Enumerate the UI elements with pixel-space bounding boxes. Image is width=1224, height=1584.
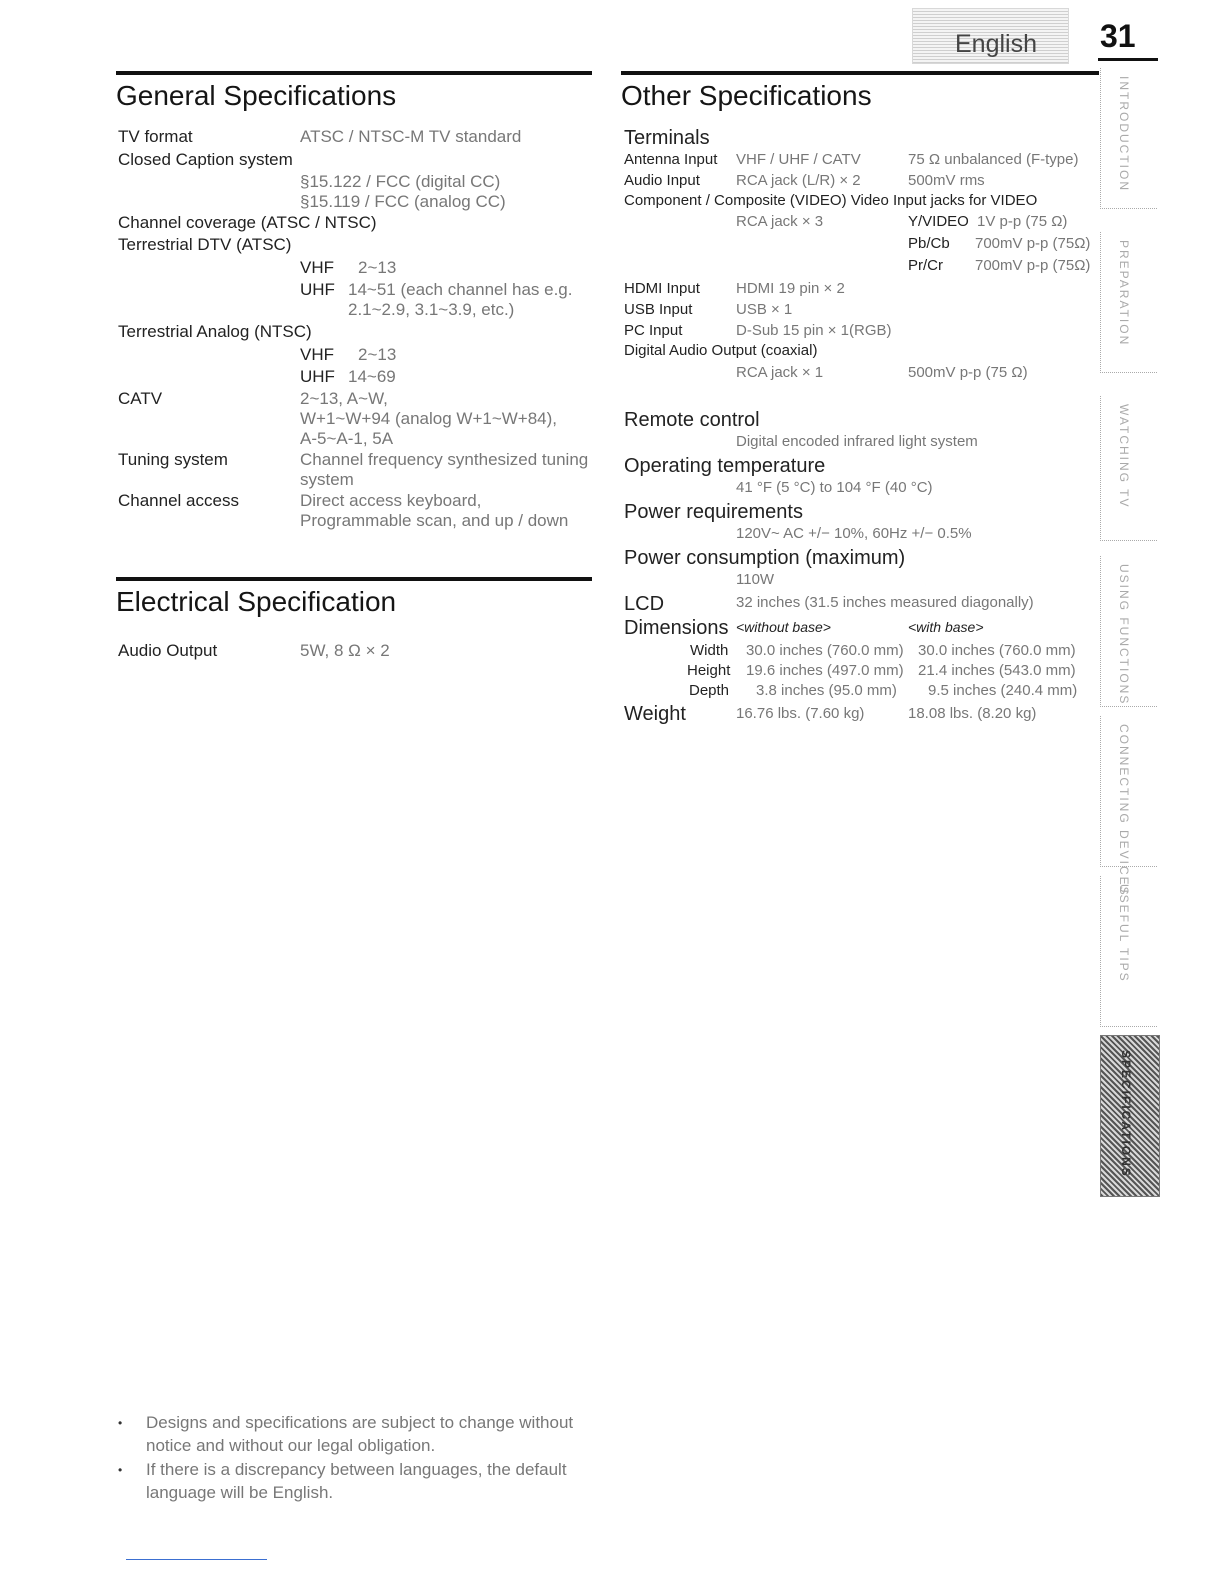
power-consumption-value: 110W bbox=[736, 571, 775, 588]
side-tab-useful-tips[interactable] bbox=[1100, 876, 1157, 1027]
audio-input-label: Audio Input bbox=[624, 172, 700, 189]
antenna-input-value: VHF / UHF / CATV bbox=[736, 151, 861, 168]
side-tab-connecting-devices[interactable] bbox=[1100, 716, 1157, 897]
pc-input-label: PC Input bbox=[624, 322, 683, 339]
remote-control-label: Remote control bbox=[624, 409, 760, 431]
analog-uhf-value: 14~69 bbox=[348, 367, 396, 386]
dtv-uhf-value-cont: 2.1~2.9, 3.1~3.9, etc.) bbox=[348, 300, 515, 319]
weight-label: Weight bbox=[624, 703, 686, 725]
note-2-line-1: If there is a discrepancy between languages, the default bbox=[146, 1460, 567, 1479]
catv-label: CATV bbox=[118, 389, 163, 408]
catv-value-1: 2~13, A~W, bbox=[300, 389, 388, 408]
dimensions-label: Dimensions bbox=[624, 617, 729, 639]
antenna-input-label: Antenna Input bbox=[624, 151, 718, 168]
component-input-label: Component / Composite (VIDEO) Video Input jacks for VIDEO bbox=[624, 192, 1038, 209]
closed-caption-label: Closed Caption system bbox=[118, 150, 293, 169]
tuning-value-1: Channel frequency synthesized tuning bbox=[300, 450, 589, 469]
depth-without-base: 3.8 inches (95.0 mm) bbox=[756, 682, 897, 699]
note-1-line-2: notice and without our legal obligation. bbox=[146, 1436, 436, 1455]
other-title: Other Specifications bbox=[621, 80, 872, 111]
with-base-header: <with base> bbox=[908, 619, 984, 635]
width-with-base: 30.0 inches (760.0 mm) bbox=[918, 642, 1076, 659]
width-without-base: 30.0 inches (760.0 mm) bbox=[746, 642, 904, 659]
depth-label: Depth bbox=[689, 682, 730, 699]
side-tab-watching-tv[interactable] bbox=[1100, 396, 1157, 541]
dtv-vhf-label: VHF bbox=[300, 258, 334, 277]
terminals-label: Terminals bbox=[624, 127, 710, 149]
hdmi-input-value: HDMI 19 pin × 2 bbox=[736, 280, 845, 297]
digital-audio-output-value: RCA jack × 1 bbox=[736, 364, 824, 381]
digital-audio-output-level: 500mV p-p (75 Ω) bbox=[908, 364, 1028, 381]
audio-input-value: RCA jack (L/R) × 2 bbox=[736, 172, 861, 189]
section-rule bbox=[621, 71, 1099, 75]
language-label: English bbox=[955, 30, 1037, 58]
catv-value-2: W+1~W+94 (analog W+1~W+84), bbox=[300, 409, 558, 428]
side-tab-label: PREPARATION bbox=[1117, 240, 1131, 347]
side-tab-label: USEFUL TIPS bbox=[1117, 884, 1131, 983]
dtv-vhf-value: 2~13 bbox=[358, 258, 397, 277]
depth-with-base: 9.5 inches (240.4 mm) bbox=[928, 682, 1078, 699]
channel-coverage-label: Channel coverage (ATSC / NTSC) bbox=[118, 213, 377, 232]
height-label: Height bbox=[687, 662, 731, 679]
operating-temp-label: Operating temperature bbox=[624, 455, 826, 477]
side-tab-label: SPECIFICATIONS bbox=[1119, 1050, 1133, 1178]
audio-output-value: 5W, 8 Ω × 2 bbox=[300, 641, 390, 660]
cc-value-digital: §15.122 / FCC (digital CC) bbox=[300, 172, 501, 191]
page-number: 31 bbox=[1100, 18, 1136, 54]
channel-access-label: Channel access bbox=[118, 491, 239, 510]
y-video-value: 1V p-p (75 Ω) bbox=[977, 213, 1068, 230]
hdmi-input-label: HDMI Input bbox=[624, 280, 700, 297]
pb-cb-value: 700mV p-p (75Ω) bbox=[975, 235, 1091, 252]
section-rule bbox=[116, 71, 592, 75]
footer-rule bbox=[126, 1559, 267, 1560]
page-number-underline bbox=[1098, 58, 1158, 61]
usb-input-value: USB × 1 bbox=[736, 301, 793, 318]
side-tab-introduction[interactable] bbox=[1100, 68, 1157, 209]
tv-format-value: ATSC / NTSC-M TV standard bbox=[300, 127, 522, 146]
channel-access-value-2: Programmable scan, and up / down bbox=[300, 511, 569, 530]
pb-cb-label: Pb/Cb bbox=[908, 235, 950, 252]
analog-vhf-value: 2~13 bbox=[358, 345, 397, 364]
width-label: Width bbox=[690, 642, 729, 659]
audio-output-label: Audio Output bbox=[118, 641, 218, 660]
power-requirements-value: 120V~ AC +/− 10%, 60Hz +/− 0.5% bbox=[736, 525, 972, 542]
lcd-value: 32 inches (31.5 inches measured diagonally) bbox=[736, 594, 1034, 611]
side-tab-label: CONNECTING DEVICES bbox=[1117, 724, 1131, 897]
general-title: General Specifications bbox=[116, 80, 397, 111]
side-tab-preparation[interactable] bbox=[1100, 232, 1157, 373]
y-video-label: Y/VIDEO bbox=[908, 213, 969, 230]
usb-input-label: USB Input bbox=[624, 301, 693, 318]
power-consumption-label: Power consumption (maximum) bbox=[624, 547, 906, 569]
note-2-line-2: language will be English. bbox=[146, 1483, 334, 1502]
cc-value-analog: §15.119 / FCC (analog CC) bbox=[300, 192, 506, 211]
catv-value-3: A-5~A-1, 5A bbox=[300, 429, 394, 448]
tv-format-label: TV format bbox=[118, 127, 193, 146]
side-tab-specifications[interactable] bbox=[1100, 1035, 1160, 1197]
channel-access-value-1: Direct access keyboard, bbox=[300, 491, 482, 510]
dtv-uhf-value: 14~51 (each channel has e.g. bbox=[348, 280, 573, 299]
pr-cr-value: 700mV p-p (75Ω) bbox=[975, 257, 1091, 274]
component-input-value: RCA jack × 3 bbox=[736, 213, 824, 230]
section-rule bbox=[116, 577, 592, 581]
power-requirements-label: Power requirements bbox=[624, 501, 803, 523]
side-tab-label: USING FUNCTIONS bbox=[1117, 564, 1131, 706]
weight-without-base: 16.76 lbs. (7.60 kg) bbox=[736, 705, 865, 722]
analog-uhf-label: UHF bbox=[300, 367, 335, 386]
side-tab-using-functions[interactable] bbox=[1100, 556, 1157, 707]
weight-with-base: 18.08 lbs. (8.20 kg) bbox=[908, 705, 1037, 722]
pc-input-value: D-Sub 15 pin × 1(RGB) bbox=[736, 322, 892, 339]
audio-input-level: 500mV rms bbox=[908, 172, 985, 189]
dtv-uhf-label: UHF bbox=[300, 280, 335, 299]
pr-cr-label: Pr/Cr bbox=[908, 257, 943, 274]
lcd-label: LCD bbox=[624, 593, 665, 615]
operating-temp-value: 41 °F (5 °C) to 104 °F (40 °C) bbox=[736, 479, 933, 496]
antenna-input-impedance: 75 Ω unbalanced (F-type) bbox=[908, 151, 1079, 168]
bullet-icon: • bbox=[118, 1463, 123, 1477]
terrestrial-analog-label: Terrestrial Analog (NTSC) bbox=[118, 322, 312, 341]
bullet-icon: • bbox=[118, 1416, 123, 1430]
tuning-value-2: system bbox=[300, 470, 354, 489]
tuning-label: Tuning system bbox=[118, 450, 228, 469]
note-1-line-1: Designs and specifications are subject to change without bbox=[146, 1413, 574, 1432]
height-without-base: 19.6 inches (497.0 mm) bbox=[746, 662, 904, 679]
analog-vhf-label: VHF bbox=[300, 345, 334, 364]
side-tab-label: WATCHING TV bbox=[1117, 404, 1131, 509]
side-tab-label: INTRODUCTION bbox=[1117, 76, 1131, 192]
digital-audio-output-label: Digital Audio Output (coaxial) bbox=[624, 342, 818, 359]
height-with-base: 21.4 inches (543.0 mm) bbox=[918, 662, 1076, 679]
without-base-header: <without base> bbox=[736, 619, 831, 635]
terrestrial-dtv-label: Terrestrial DTV (ATSC) bbox=[118, 235, 292, 254]
electrical-title: Electrical Specification bbox=[116, 586, 397, 617]
remote-control-value: Digital encoded infrared light system bbox=[736, 433, 978, 450]
